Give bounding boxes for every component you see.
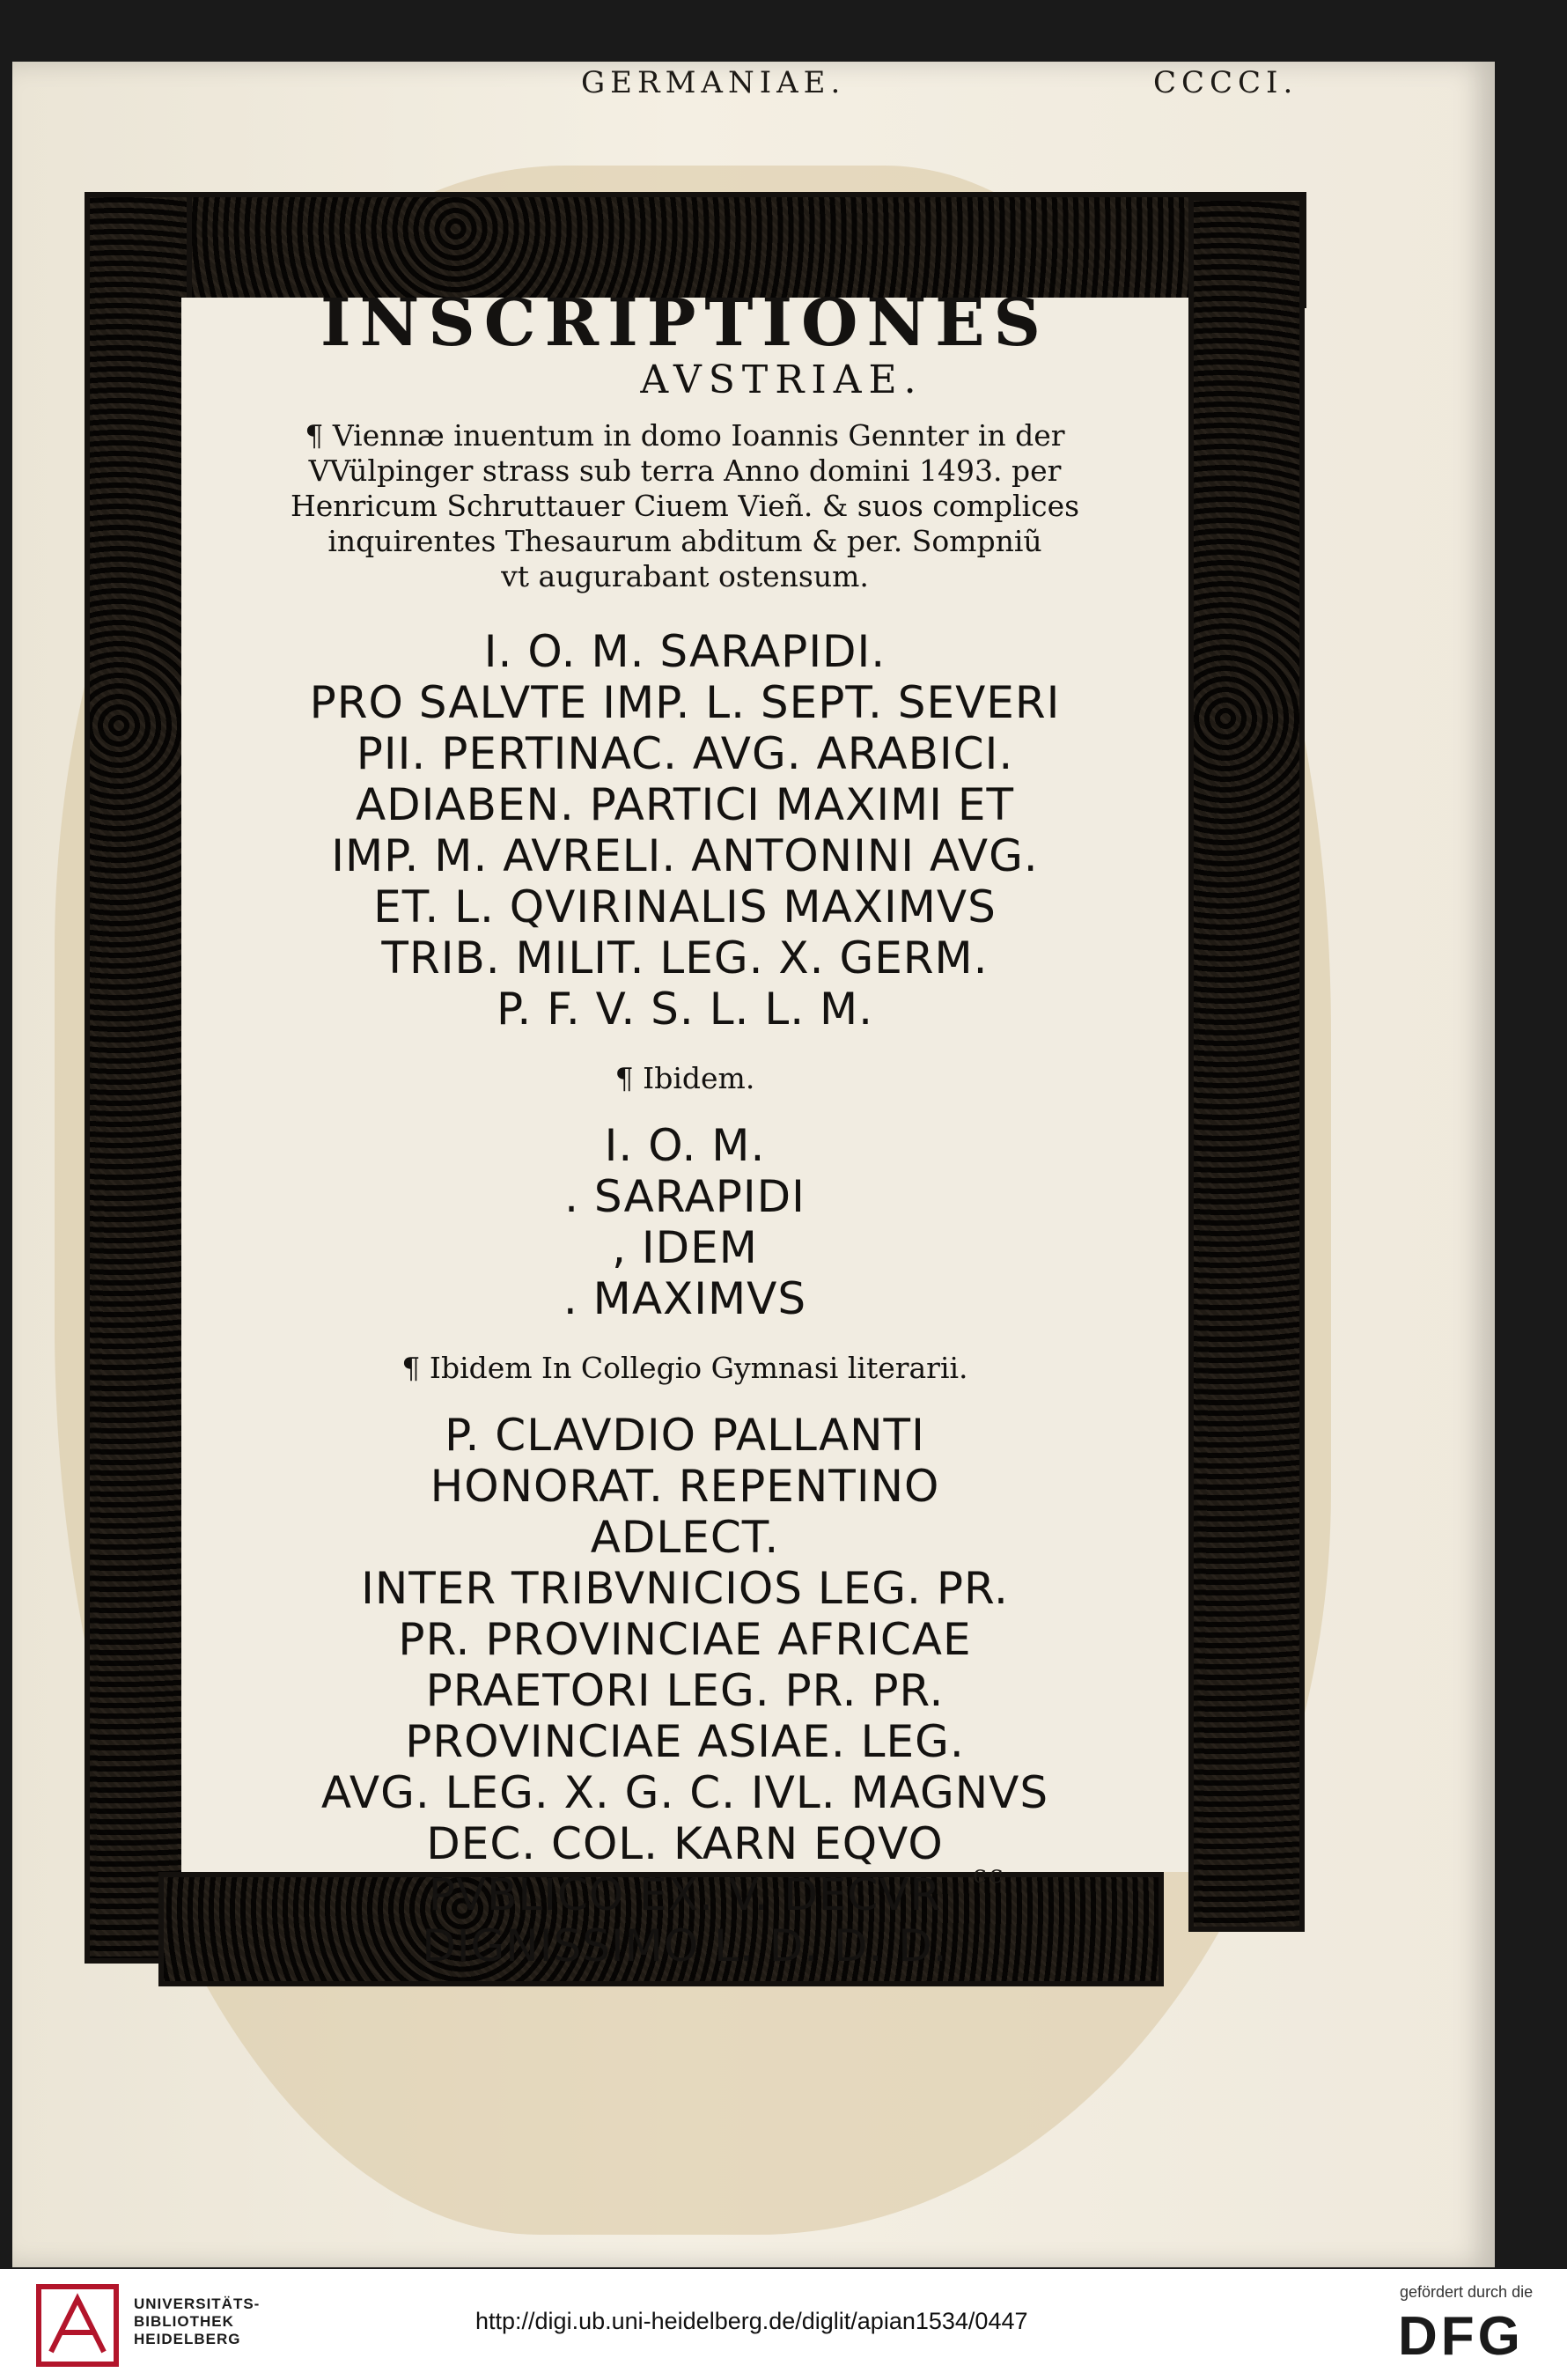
intro-line: ¶ Viennæ inuentum in domo Ioannis Gennter in der	[305, 418, 1065, 453]
intro-line: vt augurabant ostensum.	[501, 559, 869, 593]
inscription-line: INTER TRIBVNICIOS LEG. PR.	[361, 1563, 1009, 1614]
inscription-line: PVBLICO EX. V. DECVR	[428, 1869, 942, 1920]
intro-line: inquirentes Thesaurum abditum & per. Sompniũ	[327, 524, 1042, 558]
inscription-line: ET. L. QVIRINALIS MAXIMVS	[373, 881, 997, 932]
inscription-sarapis	[181, 626, 1188, 1035]
inscription-line: PRAETORI LEG. PR. PR.	[425, 1665, 945, 1716]
intro-line: VVülpinger strass sub terra Anno domini 1493. per	[308, 453, 1062, 488]
inscription-line: AVG. LEG. X. G. C. IVL. MAGNVS	[320, 1767, 1049, 1818]
page-subtitle: AVSTRIAE.	[640, 357, 923, 402]
inscription-line: DEC. COL. KARN EQVO	[426, 1818, 944, 1869]
viewer-footer	[0, 2269, 1567, 2380]
university-logo-icon	[33, 2281, 121, 2369]
running-head-right: CCCCI.	[1153, 65, 1298, 100]
inscription-line: PRO SALVTE IMP. L. SEPT. SEVERI	[309, 677, 1061, 728]
inscription-line: . MAXIMVS	[563, 1273, 807, 1324]
inscription-iom	[181, 1120, 1188, 1324]
inscription-pallanti	[181, 1410, 1188, 1971]
woodcut-border-left	[85, 192, 192, 1964]
university-name	[134, 2295, 260, 2348]
inscription-line: . SARAPIDI	[564, 1171, 806, 1222]
inscription-line: DIGNISSIMO L. D. D. D.	[422, 1920, 948, 1971]
inscription-line: P. CLAVDIO PALLANTI	[445, 1410, 925, 1461]
university-name-line: UNIVERSITÄTS-	[134, 2295, 261, 2312]
inscription-line: TRIB. MILIT. LEG. X. GERM.	[381, 932, 989, 984]
inscription-line: PROVINCIAE ASIAE. LEG.	[405, 1716, 965, 1767]
permalink-url[interactable]: http://digi.ub.uni-heidelberg.de/diglit/apian1534/0447	[475, 2308, 1028, 2334]
page-content	[181, 285, 1188, 1998]
inscription-line: P. F. V. S. L. L. M.	[496, 984, 874, 1035]
section-heading-ibidem: ¶ Ibidem.	[614, 1061, 755, 1095]
inscription-line: ADLECT.	[590, 1512, 780, 1563]
inscription-line: I. O. M.	[604, 1120, 766, 1171]
woodcut-border-right	[1188, 195, 1305, 1932]
inscription-line: HONORAT. REPENTINO	[430, 1461, 940, 1512]
running-head-left: GERMANIAE.	[581, 65, 846, 100]
inscription-line: PR. PROVINCIAE AFRICAE	[398, 1614, 972, 1665]
intro-paragraph	[181, 418, 1188, 594]
inscription-line: PII. PERTINAC. AVG. ARABICI.	[356, 728, 1014, 779]
funded-by-label: gefördert durch die	[1400, 2283, 1534, 2301]
university-name-line: BIBLIOTHEK	[134, 2313, 234, 2330]
section-heading-collegio: ¶ Ibidem In Collegio Gymnasi literarii.	[401, 1351, 968, 1385]
inscription-line: ADIABEN. PARTICI MAXIMI ET	[355, 779, 1015, 830]
dfg-logo: DFG	[1398, 2306, 1524, 2367]
intro-line: Henricum Schruttauer Ciuem Vieñ. & suos complices	[290, 489, 1080, 523]
inscription-line: , IDEM	[612, 1222, 758, 1273]
university-name-line: HEIDELBERG	[134, 2331, 241, 2347]
page-title: INSCRIPTIONES	[320, 285, 1049, 361]
inscription-line: I. O. M. SARAPIDI.	[483, 626, 886, 677]
catchword: cc	[973, 1860, 1006, 1889]
inscription-line: IMP. M. AVRELI. ANTONINI AVG.	[331, 830, 1039, 881]
